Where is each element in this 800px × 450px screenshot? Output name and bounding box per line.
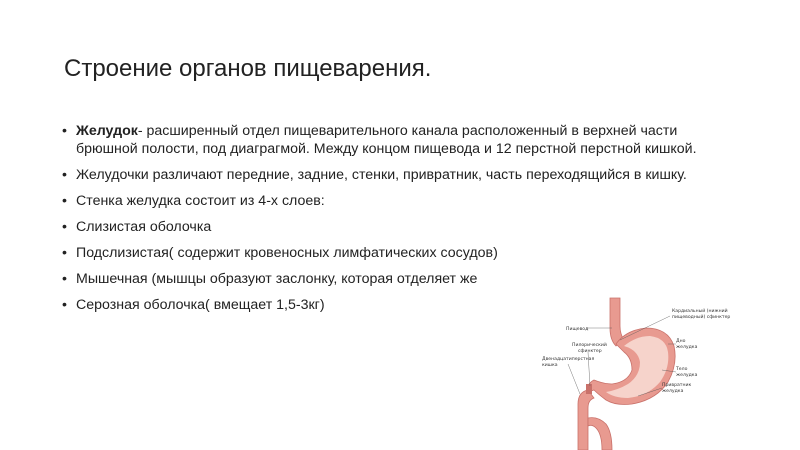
bullet-list	[62, 122, 742, 314]
label-cardiac-sphincter-1: Кардиальный (нижний	[672, 309, 728, 314]
bullet-serosa: • Серозная оболочка( вмещает 1,5-3кг)	[62, 296, 742, 314]
label-fundus-2: желудка	[676, 345, 698, 350]
stomach-illustration	[528, 300, 731, 450]
bullet-submucosa: • Подслизистая( содержит кровеносных лимфатических сосудов)	[62, 244, 742, 262]
slide-content	[62, 122, 742, 322]
slide-title: Строение органов пищеварения.	[64, 55, 432, 82]
duodenum-lower-shape	[588, 418, 612, 450]
term-stomach: Желудок	[76, 123, 138, 139]
label-stomach-body-1: Тело	[676, 367, 688, 372]
bullet-muscular: • Мышечная (мышцы образуют заслонку, которая отделяет же	[62, 270, 742, 288]
leader-line-duodenum	[568, 364, 580, 394]
label-pyloric-sphincter-1: Пилорический	[572, 343, 607, 348]
label-fundus-1: Дно	[676, 339, 686, 344]
label-stomach-body-2: желудка	[676, 373, 698, 378]
bullet-mucosa: • Слизистая оболочка	[62, 218, 742, 236]
stomach-definition-text: - расширенный отдел пищеварительного канала расположенный в верхней части брюшной полости, под диаграгмой. Между концом пищевода и 12 перстной перстной кишкой.	[76, 123, 697, 157]
label-cardiac-sphincter-2: пищеводный) сфинктер	[672, 315, 731, 320]
bullet-stomach-parts: • Желудочки различают передние, задние, стенки, привратник, часть переходящийся в кишку.	[62, 166, 742, 184]
pyloric-sphincter-shape	[586, 384, 592, 394]
label-duodenum-2: кишка	[542, 363, 558, 368]
bullet-stomach-definition	[62, 122, 742, 158]
bullet-wall-layers: • Стенка желудка состоит из 4-х слоев:	[62, 192, 742, 210]
label-antrum-1: Привратник	[662, 383, 692, 388]
label-duodenum-1: Двенадцатиперстная	[542, 357, 595, 362]
label-esophagus: Пищевод	[566, 327, 589, 332]
label-antrum-2: желудка	[662, 389, 684, 394]
label-pyloric-sphincter-2: сфинктер	[578, 349, 602, 354]
stomach-diagram	[528, 300, 731, 450]
